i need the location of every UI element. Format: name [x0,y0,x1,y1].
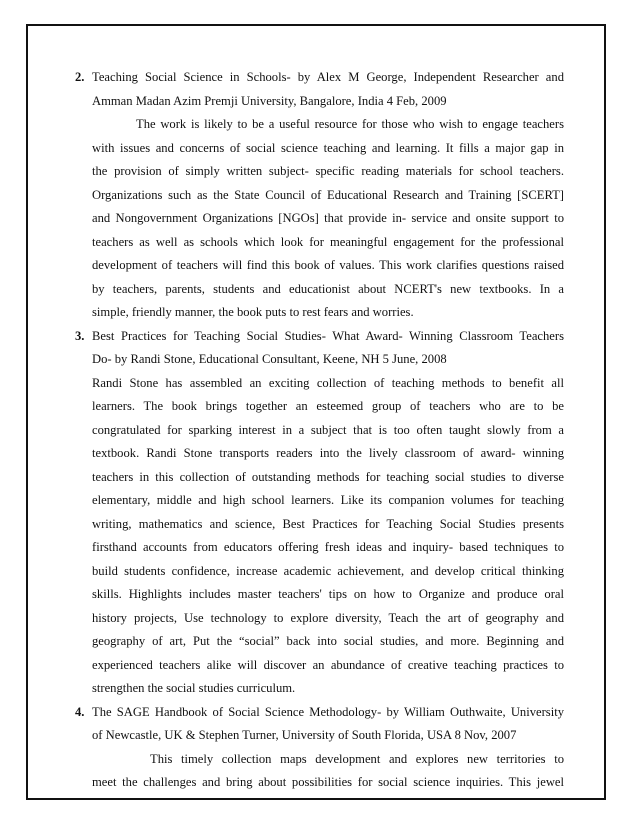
citation-line: Teaching Social Science in Schools- by Alex M George, Independent Researcher and [92,70,564,84]
body-line: firsthand accounts from educators offering fresh ideas and inquiry- based techniques to [92,540,564,554]
list-item-4 [75,701,564,795]
citation-line: of Newcastle, UK & Stephen Turner, University of South Florida, USA 8 Nov, 2007 [92,728,517,742]
body-line: teachers as well as schools which look for meaningful engagement for the professional [92,234,564,249]
body-line: textbook. Randi Stone transports readers into the lively classroom of award- winning [92,446,564,460]
body-line: Randi Stone has assembled an exciting collection of teaching methods to benefit all [92,375,564,390]
body-line: build students confidence, increase academic achievement, and develop critical thinking [92,563,564,578]
body-line: The work is likely to be a useful resource for those who wish to engage teachers [136,117,564,131]
body-line: experienced teachers alike will discover an abundance of creative teaching practices to [92,657,564,672]
body-line: meet the challenges and bring about possibilities for social science inquiries. This jewel [92,775,564,789]
body-line: simple, friendly manner, the book puts to rest fears and worries. [92,305,414,319]
body-line: elementary, middle and high school learners. Like its companion volumes for teaching [92,493,564,507]
citation-line: Do- by Randi Stone, Educational Consultant, Keene, NH 5 June, 2008 [92,352,447,366]
body-line: development of teachers will find this book of values. This work clarifies questions raised [92,258,564,272]
body-line: writing, mathematics and science, Best Practices for Teaching Social Studies presents [92,516,564,531]
citation-line: Amman Madan Azim Premji University, Bangalore, India 4 Feb, 2009 [92,93,447,108]
body-line: teachers in this collection of outstanding methods for teaching social studies to diverse [92,469,564,484]
body-line: history projects, Use technology to explore diversity, Teach the art of geography and [92,610,564,625]
list-item-3 [75,325,564,701]
body-line: with issues and concerns of social science teaching and learning. It fills a major gap in [92,140,564,155]
body-line: learners. The book brings together an esteemed group of teachers who are to be [92,399,564,413]
list-number: 4. [75,704,85,719]
body-line: skills. Highlights includes master teachers' tips on how to Organize and produce oral [92,587,564,601]
citation-line: Best Practices for Teaching Social Studies- What Award- Winning Classroom Teachers [92,328,564,343]
list-number: 2. [75,70,85,84]
citation-line: The SAGE Handbook of Social Science Methodology- by William Outhwaite, University [92,704,564,719]
body-line: and Nongovernment Organizations [NGOs] that provide in- service and onsite support to [92,211,564,225]
body-line: geography of art, Put the “social” back into social studies, and more. Beginning and [92,634,564,648]
body-line: Organizations such as the State Council of Educational Research and Training [SCERT] [92,187,564,202]
list-number: 3. [75,328,85,343]
body-line: congratulated for sparking interest in a subject that is too often taught slowly from a [92,422,564,437]
document-body [75,66,564,795]
body-line: by teachers, parents, students and educationist about NCERT's new textbooks. In a [92,281,564,296]
body-line: the provision of simply written subject- specific reading materials for school teachers. [92,164,564,178]
body-line: This timely collection maps development and explores new territories to [150,751,564,766]
body-line: strengthen the social studies curriculum. [92,681,296,695]
list-item-2 [75,66,564,325]
